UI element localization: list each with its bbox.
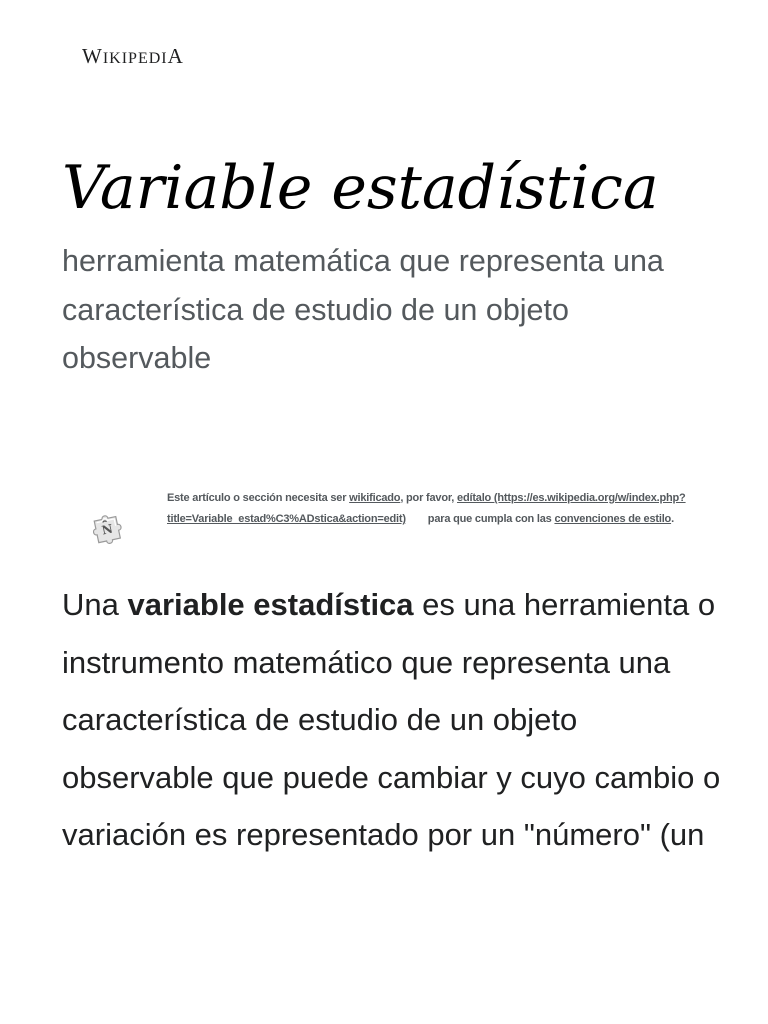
wikificado-link[interactable]: wikificado (349, 492, 401, 504)
notice-text-4: . (671, 513, 674, 525)
wikipedia-wordmark[interactable] (82, 44, 184, 69)
wordmark-last-letter: A (167, 44, 184, 68)
intro-paragraph (62, 576, 722, 864)
wordmark-middle-letters: IKIPEDI (102, 50, 168, 67)
page-title: Variable estadística (62, 153, 659, 223)
notice-text-1: Este artículo o sección necesita ser (167, 492, 350, 504)
intro-term: variable estadística (127, 587, 414, 622)
intro-lead: Una (62, 587, 128, 622)
page-subtitle: herramienta matemática que representa una característica de estudio de un objeto observable (62, 244, 664, 375)
wordmark-first-letter: W (82, 44, 103, 68)
edit-link[interactable]: edítalo (https://es.wikipedia.org/w/index.php?title=Variable_estad%C3%ADstica&action=edit) (167, 492, 686, 525)
wikify-notice (62, 488, 712, 554)
svg-text:N: N (100, 521, 115, 538)
style-conventions-link[interactable]: convenciones de estilo (554, 513, 672, 525)
notice-text-3: para que cumpla con las (427, 513, 555, 525)
notice-message (167, 488, 695, 530)
intro-rest: es una herramienta o instrumento matemático que representa una característica de estudio de un objeto observable que puede cambiar y cuyo cambio o variación es representado por un "número" (un (62, 587, 721, 852)
puzzle-piece-icon (88, 508, 132, 548)
notice-text-2: , por favor, (400, 492, 458, 504)
